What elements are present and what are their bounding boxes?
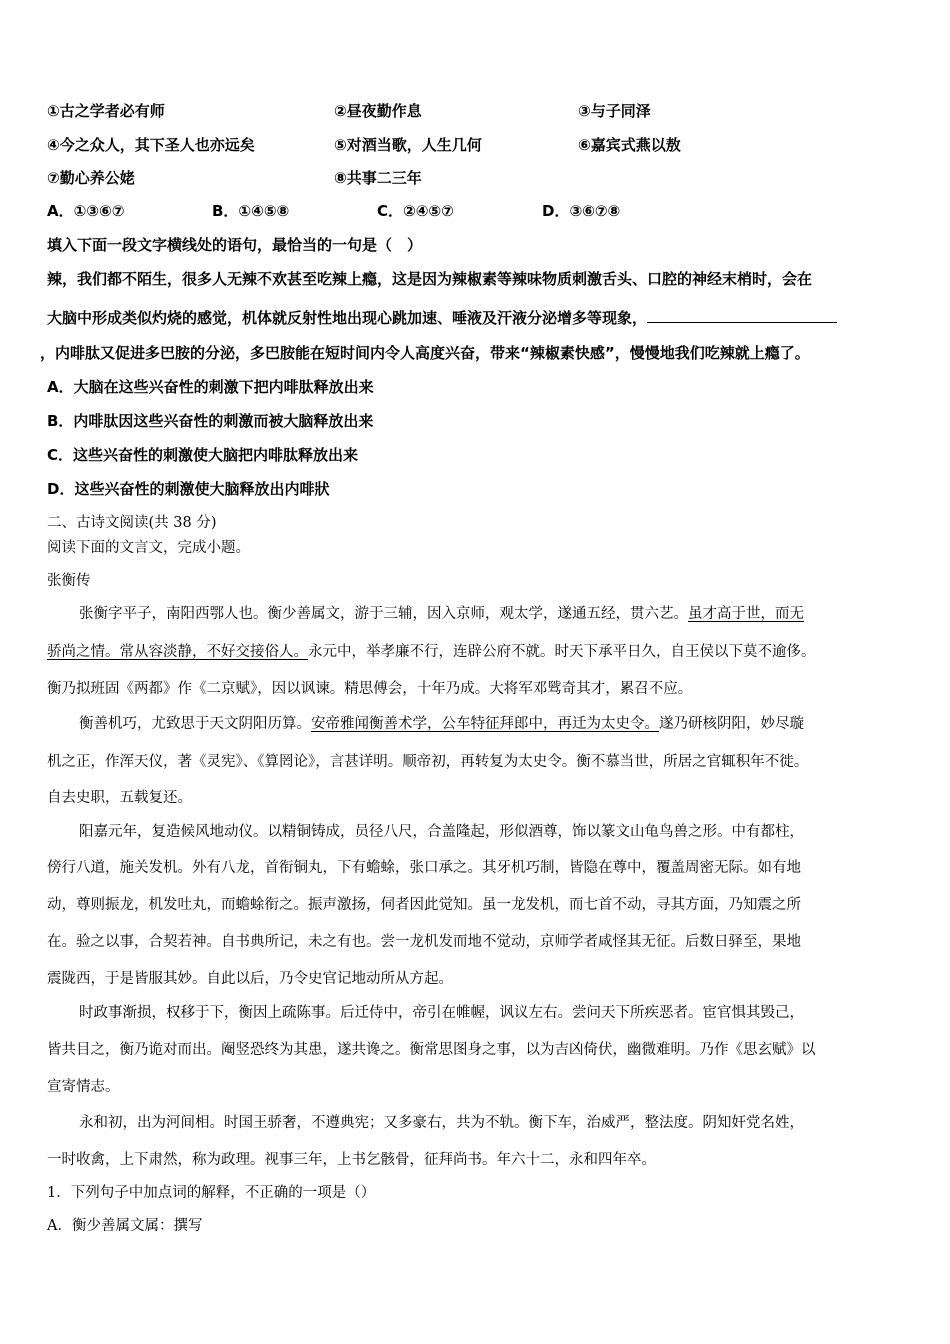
choice-item: ②昼夜勤作息 bbox=[334, 102, 422, 120]
choice-item: ①古之学者必有师 bbox=[47, 102, 165, 120]
passage-text: 张衡字平子，南阳西鄂人也。衡少善属文，游于三辅，因入京师，观太学，遂通五经，贯六艺。 bbox=[79, 606, 688, 622]
passage-text: 衡善机巧，尤致思于天文阴阳历算。 bbox=[79, 716, 311, 732]
passage-line: 在。验之以事，合契若神。自书典所记，未之有也。尝一龙机发而地不觉动，京师学者咸怪其无征。后数日驿至，果地 bbox=[47, 934, 801, 950]
choice-item: ④今之众人，其下圣人也亦远矣 bbox=[47, 136, 255, 154]
passage-text: 永元中，举孝廉不行，连辟公府不就。时天下承平日久，自王侯以下莫不逾侈。 bbox=[308, 644, 816, 660]
underlined-sentence: 安帝雅闻衡善术学，公车特征拜郎中，再迁为太史令。 bbox=[311, 716, 659, 732]
passage-line: 辣，我们都不陌生，很多人无辣不欢甚至吃辣上瘾，这是因为辣椒素等辣味物质刺激舌头、口腔的神经末梢时，会在 bbox=[47, 270, 813, 288]
passage-line bbox=[79, 714, 804, 734]
passage-line: 时政事渐损，权移于下，衡因上疏陈事。后迁侍中，帝引在帷幄，讽议左右。尝问天下所疾恶者。宦官惧其毁己， bbox=[79, 1005, 804, 1021]
passage-line: 动，尊则振龙，机发吐丸，而蟾蜍衔之。振声激扬，伺者因此觉知。虽一龙发机，而七首不动，寻其方面，乃知震之所 bbox=[47, 897, 801, 913]
underlined-sentence: 骄尚之情。常从容淡静，不好交接俗人。 bbox=[47, 644, 308, 660]
passage-line: 阳嘉元年，复造候风地动仪。以精铜铸成，员径八尺，合盖隆起，形似酒尊，饰以篆文山龟鸟兽之形。中有都柱， bbox=[79, 824, 804, 840]
answer-option-a: A．衡少善属文属：撰写 bbox=[47, 1218, 203, 1234]
choice-item: ③与子同泽 bbox=[578, 102, 651, 120]
choice-item: ⑤对酒当歌，人生几何 bbox=[334, 136, 482, 154]
passage-line: 皆共目之，衡乃诡对而出。阉竖恐终为其患，遂共谗之。衡常思图身之事，以为吉凶倚伏，幽微难明。乃作《思玄赋》以 bbox=[47, 1042, 816, 1058]
passage-line: 机之正，作浑天仪，著《灵宪》、《算罔论》，言甚详明。顺帝初，再转复为太史令。衡不慕当世，所居之官辄积年不徙。 bbox=[47, 754, 809, 770]
passage-line: 傍行八道，施关发机。外有八龙，首衔铜丸，下有蟾蜍，张口承之。其牙机巧制，皆隐在尊中，覆盖周密无际。如有地 bbox=[47, 860, 801, 876]
question-stem: 1．下列句子中加点词的解释，不正确的一项是（） bbox=[47, 1185, 376, 1201]
answer-blank bbox=[647, 306, 837, 323]
passage-title: 张衡传 bbox=[47, 573, 91, 589]
answer-option-b: B．内啡肽因这些兴奋性的刺激而被大脑释放出来 bbox=[47, 412, 374, 430]
passage-text: 遂乃研核阴阳，妙尽璇 bbox=[659, 716, 804, 732]
underlined-sentence: 虽才高于世，而无 bbox=[688, 606, 804, 622]
section-instruction: 阅读下面的文言文，完成小题。 bbox=[47, 540, 250, 556]
passage-line: 衡乃拟班固《两都》作《二京赋》，因以讽谏。精思傅会，十年乃成。大将军邓骘奇其才，累召不应。 bbox=[47, 681, 693, 697]
passage-line: 一时收禽，上下肃然，称为政理。视事三年，上书乞骸骨，征拜尚书。年六十二，永和四年卒。 bbox=[47, 1152, 656, 1168]
choice-item: ⑧共事二三年 bbox=[334, 169, 422, 187]
passage-text: 大脑中形成类似灼烧的感觉，机体就反射性地出现心跳加速、唾液及汗液分泌增多等现象， bbox=[47, 309, 648, 327]
answer-option-c: C．②④⑤⑦ bbox=[377, 202, 454, 220]
answer-option-b: B．①④⑤⑧ bbox=[212, 202, 290, 220]
passage-line: 震陇西，于是皆服其妙。自此以后，乃令史官记地动所从方起。 bbox=[47, 971, 453, 987]
passage-line bbox=[79, 604, 804, 624]
section-heading: 二、古诗文阅读(共 38 分) bbox=[47, 515, 217, 531]
answer-option-d: D．③⑥⑦⑧ bbox=[542, 202, 621, 220]
choice-item: ⑥嘉宾式燕以敖 bbox=[578, 136, 681, 154]
question-stem: 填入下面一段文字横线处的语句，最恰当的一句是（ ） bbox=[47, 236, 423, 254]
passage-line bbox=[47, 642, 816, 662]
passage-line bbox=[47, 306, 837, 328]
answer-option-a: A．①③⑥⑦ bbox=[47, 202, 125, 220]
passage-line: 自去史职，五载复还。 bbox=[47, 790, 192, 806]
passage-line: 宣寄情志。 bbox=[47, 1079, 120, 1095]
choice-item: ⑦勤心养公姥 bbox=[47, 169, 135, 187]
answer-option-c: C．这些兴奋性的刺激使大脑把内啡肽释放出来 bbox=[47, 446, 359, 464]
answer-option-d: D．这些兴奋性的刺激使大脑释放出内啡狀 bbox=[47, 480, 330, 498]
passage-line: ，内啡肽又促进多巴胺的分泌，多巴胺能在短时间内令人高度兴奋，带来“辣椒素快感”，慢慢地我们吃辣就上瘾了。 bbox=[40, 344, 810, 362]
answer-option-a: A．大脑在这些兴奋性的刺激下把内啡肽释放出来 bbox=[47, 378, 374, 396]
passage-line: 永和初，出为河间相。时国王骄奢，不遵典宪；又多豪右，共为不轨。衡下车，治威严，整法度。阴知奸党名姓， bbox=[79, 1115, 804, 1131]
